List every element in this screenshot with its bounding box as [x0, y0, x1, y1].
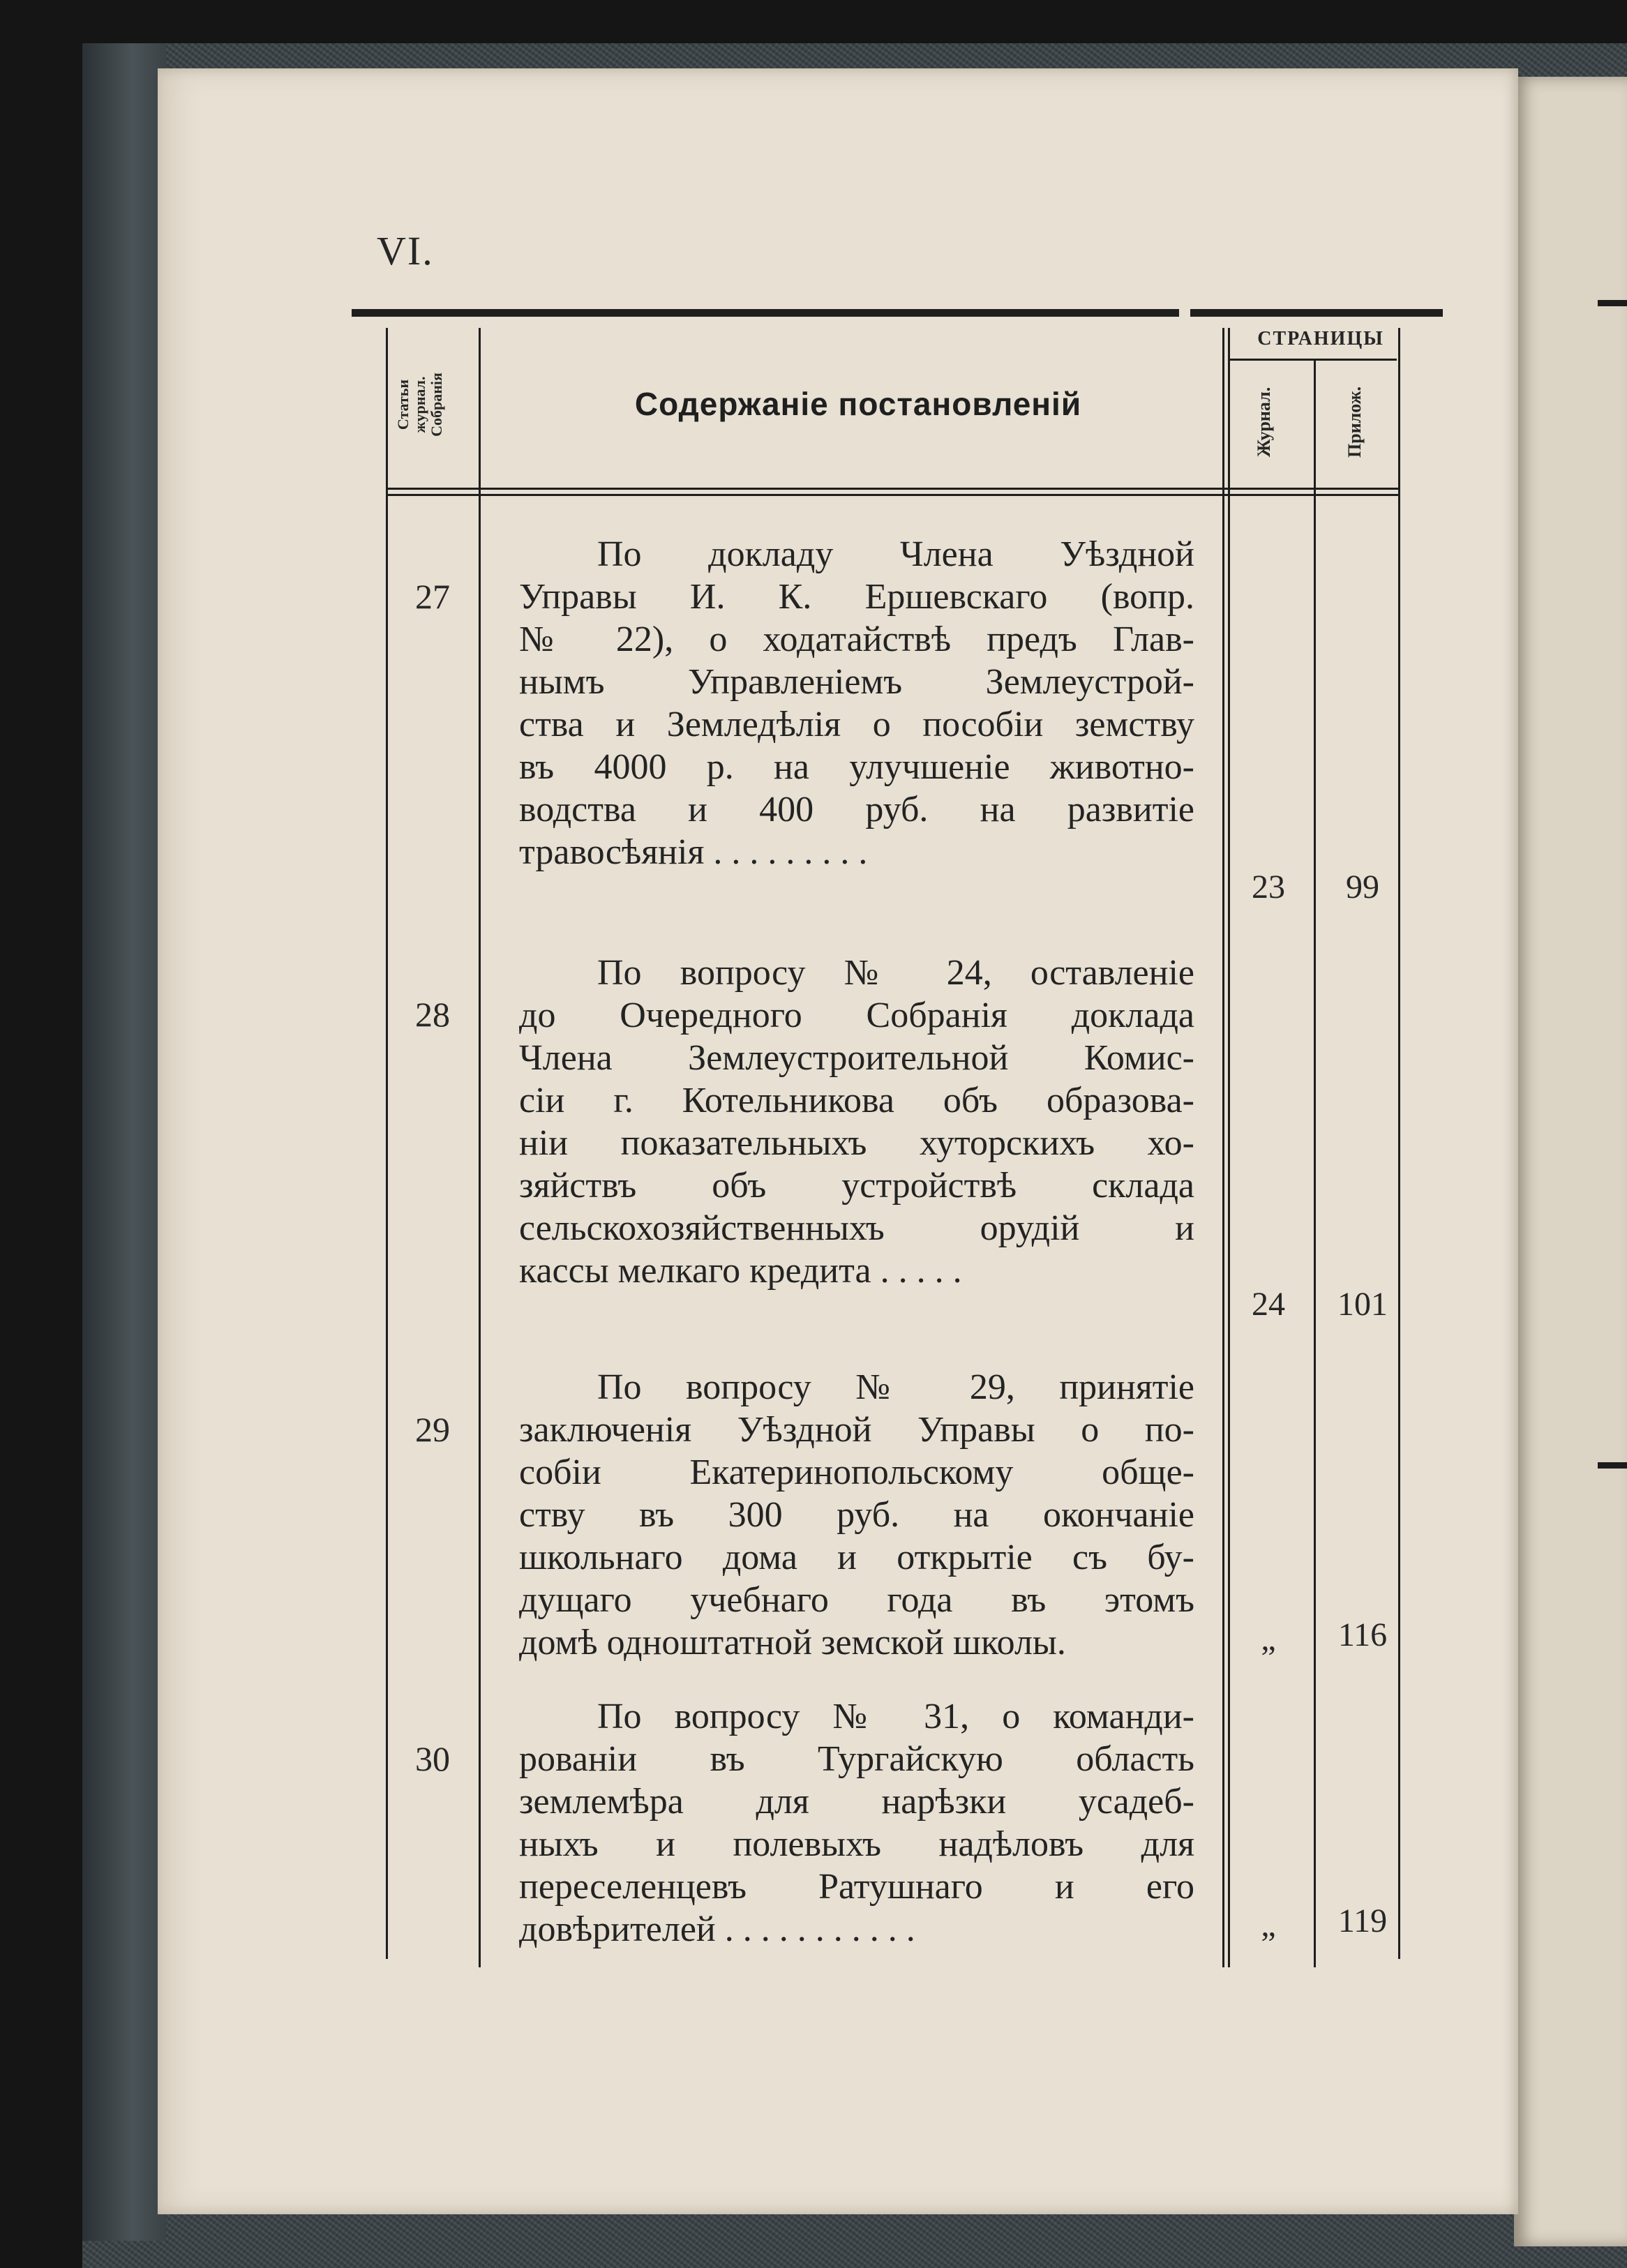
column-divider	[1222, 328, 1224, 1967]
entry-text	[519, 1366, 1194, 1664]
journal-page: 23	[1252, 869, 1285, 906]
column-heading-articles: Статьи журнал. Собранія	[394, 373, 445, 437]
pages-heading: СТРАНИЦЫ	[1257, 328, 1384, 350]
entry-line: землемѣра для нарѣзки усадеб-	[519, 1782, 1194, 1822]
entry-line: По докладу Члена Уѣздной	[597, 534, 1194, 574]
entry-line: дущаго учебнаго года въ этомъ	[519, 1580, 1194, 1620]
entry-line: ніи показательныхъ хуторскихъ хо-	[519, 1123, 1194, 1163]
entry-line: По вопросу № 31, о команди-	[597, 1697, 1194, 1736]
table-top-rule	[1190, 309, 1443, 317]
entry-line: По вопросу № 24, оставленіе	[597, 953, 1194, 993]
entry-text	[519, 533, 1194, 873]
entry-line: ныхъ и полевыхъ надѣловъ для	[519, 1824, 1194, 1864]
journal-page: 24	[1252, 1286, 1285, 1323]
entry-line: переселенцевъ Ратушнаго и его	[519, 1867, 1194, 1907]
entry-line: нымъ Управленіемъ Землеустрой-	[519, 662, 1194, 702]
entry-line: сельскохозяйственныхъ орудій и	[519, 1208, 1194, 1248]
entry-line: травосѣянія . . . . . . . . .	[519, 832, 868, 872]
entry-line: довѣрителей . . . . . . . . . . .	[519, 1909, 915, 1949]
next-page-rule	[1598, 1462, 1627, 1469]
entry-line: кассы мелкаго кредита . . . . .	[519, 1251, 962, 1291]
page-number: VI.	[377, 228, 434, 273]
column-divider	[1314, 359, 1316, 1967]
table-left-border	[386, 328, 388, 1959]
entry-line: домѣ одноштатной земской школы.	[519, 1623, 1066, 1662]
entry-text	[519, 1695, 1194, 1951]
entry-line: рованіи въ Тургайскую область	[519, 1739, 1194, 1779]
entry-line: сіи г. Котельникова объ образова-	[519, 1081, 1194, 1120]
appendix-page: 99	[1346, 869, 1379, 906]
entry-number: 30	[415, 1739, 450, 1778]
table-right-border	[1398, 328, 1400, 1959]
column-divider	[479, 328, 481, 1967]
entry-line: заключенія Уѣздной Управы о по-	[519, 1410, 1194, 1450]
book-spine	[82, 43, 166, 2241]
entry-line: водства и 400 руб. на развитіе	[519, 790, 1194, 829]
appendix-page: 101	[1337, 1286, 1388, 1323]
entry-line: въ 4000 р. на улучшеніе животно-	[519, 747, 1194, 787]
column-divider	[1228, 328, 1230, 1967]
journal-page: „	[1261, 1621, 1276, 1658]
entry-line: зяйствъ объ устройствѣ склада	[519, 1166, 1194, 1206]
header-rule	[386, 494, 1399, 496]
next-page-rule	[1598, 300, 1627, 306]
entry-text	[519, 952, 1194, 1292]
entry-line: собіи Екатеринопольскому обще-	[519, 1452, 1194, 1492]
entry-line: ства и Земледѣлія о пособіи земству	[519, 705, 1194, 744]
journal-page: „	[1261, 1907, 1276, 1944]
entry-line: до Очередного Собранія доклада	[519, 996, 1194, 1035]
entry-line: Управы И. К. Ершевскаго (вопр.	[519, 577, 1194, 617]
entry-line: Члена Землеустроительной Комис-	[519, 1038, 1194, 1078]
entry-line: ству въ 300 руб. на окончаніе	[519, 1495, 1194, 1535]
entry-number: 27	[415, 577, 450, 616]
appendix-page: 116	[1337, 1616, 1388, 1653]
column-heading-appendix: Прилож.	[1344, 386, 1365, 458]
entry-number: 28	[415, 995, 450, 1034]
contents-heading: Содержаніе постановленій	[634, 386, 1082, 422]
entry-line: По вопросу № 29, принятіе	[597, 1367, 1194, 1407]
entry-number: 29	[415, 1410, 450, 1449]
column-heading-journal: Журнал.	[1254, 386, 1274, 458]
entry-line: № 22), о ходатайствѣ предъ Глав-	[519, 619, 1194, 659]
entry-line: школьнаго дома и открытіе съ бу-	[519, 1538, 1194, 1577]
header-rule	[386, 488, 1399, 490]
pages-heading-rule	[1229, 359, 1397, 361]
appendix-page: 119	[1337, 1902, 1388, 1939]
next-page-edge	[1514, 77, 1627, 2246]
table-top-rule	[352, 309, 1179, 317]
